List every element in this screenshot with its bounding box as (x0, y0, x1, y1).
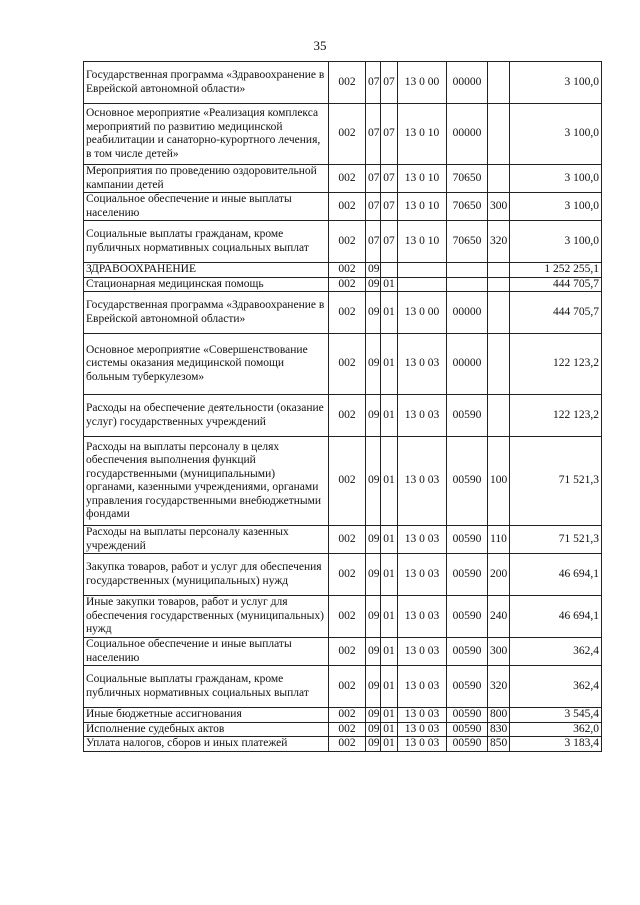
expense-type-cell: 110 (488, 526, 510, 554)
target-code-cell: 00590 (447, 526, 488, 554)
row-name-cell: Основное мероприятие «Совершенствование системы оказания медицинской помощи больным туберкулезом» (84, 334, 329, 395)
target-code-cell: 00590 (447, 737, 488, 752)
subsection-code-cell: 07 (381, 193, 398, 221)
target-article-cell: 13 0 03 (398, 708, 447, 723)
target-article-cell: 13 0 03 (398, 437, 447, 526)
target-code-cell (447, 263, 488, 278)
target-article-cell: 13 0 03 (398, 554, 447, 596)
expense-type-cell (488, 104, 510, 165)
ministry-code-cell: 002 (329, 708, 366, 723)
target-article-cell: 13 0 00 (398, 62, 447, 104)
expense-type-cell: 830 (488, 722, 510, 737)
ministry-code-cell: 002 (329, 165, 366, 193)
target-article-cell (398, 277, 447, 292)
ministry-code-cell: 002 (329, 193, 366, 221)
ministry-code-cell: 002 (329, 638, 366, 666)
subsection-code-cell: 01 (381, 526, 398, 554)
target-article-cell: 13 0 03 (398, 666, 447, 708)
ministry-code-cell: 002 (329, 62, 366, 104)
section-code-cell: 07 (366, 193, 381, 221)
row-name-cell: Иные закупки товаров, работ и услуг для обеспечения государственных (муниципальных) нужд (84, 596, 329, 638)
amount-cell: 3 100,0 (510, 221, 602, 263)
amount-cell: 122 123,2 (510, 395, 602, 437)
subsection-code-cell: 01 (381, 334, 398, 395)
row-name-cell: ЗДРАВООХРАНЕНИЕ (84, 263, 329, 278)
section-code-cell: 09 (366, 554, 381, 596)
row-name-cell: Мероприятия по проведению оздоровительной кампании детей (84, 165, 329, 193)
row-name-cell: Уплата налогов, сборов и иных платежей (84, 737, 329, 752)
target-code-cell: 70650 (447, 193, 488, 221)
target-code-cell: 00590 (447, 708, 488, 723)
target-code-cell: 00590 (447, 395, 488, 437)
ministry-code-cell: 002 (329, 437, 366, 526)
section-code-cell: 09 (366, 437, 381, 526)
expense-type-cell: 320 (488, 666, 510, 708)
table-row (84, 334, 602, 395)
target-article-cell: 13 0 10 (398, 165, 447, 193)
subsection-code-cell: 01 (381, 395, 398, 437)
table-row (84, 554, 602, 596)
subsection-code-cell: 01 (381, 437, 398, 526)
target-article-cell: 13 0 03 (398, 526, 447, 554)
section-code-cell: 09 (366, 737, 381, 752)
amount-cell: 362,4 (510, 638, 602, 666)
table-row (84, 737, 602, 752)
target-code-cell (447, 277, 488, 292)
target-article-cell: 13 0 00 (398, 292, 447, 334)
section-code-cell: 07 (366, 221, 381, 263)
section-code-cell: 09 (366, 596, 381, 638)
amount-cell: 3 100,0 (510, 165, 602, 193)
ministry-code-cell: 002 (329, 737, 366, 752)
expense-type-cell (488, 165, 510, 193)
ministry-code-cell: 002 (329, 292, 366, 334)
row-name-cell: Стационарная медицинская помощь (84, 277, 329, 292)
amount-cell: 71 521,3 (510, 437, 602, 526)
target-article-cell: 13 0 10 (398, 193, 447, 221)
table-row (84, 596, 602, 638)
table-row (84, 277, 602, 292)
expense-type-cell: 100 (488, 437, 510, 526)
expense-type-cell (488, 263, 510, 278)
target-code-cell: 00000 (447, 292, 488, 334)
row-name-cell: Социальное обеспечение и иные выплаты населению (84, 193, 329, 221)
row-name-cell: Социальные выплаты гражданам, кроме публичных нормативных социальных выплат (84, 666, 329, 708)
amount-cell: 3 545,4 (510, 708, 602, 723)
row-name-cell: Расходы на выплаты персоналу в целях обеспечения выполнения функций государственными (муниципальными) органами, казенными учреждениями, органами управления государственными внебюджетными фондами (84, 437, 329, 526)
target-code-cell: 00000 (447, 62, 488, 104)
table-row (84, 708, 602, 723)
table-row (84, 395, 602, 437)
expense-type-cell: 240 (488, 596, 510, 638)
section-code-cell: 09 (366, 526, 381, 554)
expense-type-cell: 200 (488, 554, 510, 596)
amount-cell: 71 521,3 (510, 526, 602, 554)
amount-cell: 3 183,4 (510, 737, 602, 752)
section-code-cell: 09 (366, 395, 381, 437)
subsection-code-cell: 07 (381, 221, 398, 263)
subsection-code-cell: 01 (381, 596, 398, 638)
target-code-cell: 00590 (447, 596, 488, 638)
ministry-code-cell: 002 (329, 277, 366, 292)
ministry-code-cell: 002 (329, 666, 366, 708)
subsection-code-cell: 01 (381, 737, 398, 752)
amount-cell: 3 100,0 (510, 193, 602, 221)
row-name-cell: Расходы на обеспечение деятельности (оказание услуг) государственных учреждений (84, 395, 329, 437)
target-code-cell: 00590 (447, 666, 488, 708)
amount-cell: 362,4 (510, 666, 602, 708)
amount-cell: 1 252 255,1 (510, 263, 602, 278)
ministry-code-cell: 002 (329, 526, 366, 554)
row-name-cell: Закупка товаров, работ и услуг для обеспечения государственных (муниципальных) нужд (84, 554, 329, 596)
table-row (84, 292, 602, 334)
expense-type-cell: 320 (488, 221, 510, 263)
amount-cell: 3 100,0 (510, 104, 602, 165)
section-code-cell: 09 (366, 638, 381, 666)
section-code-cell: 09 (366, 666, 381, 708)
target-article-cell: 13 0 03 (398, 334, 447, 395)
subsection-code-cell: 07 (381, 165, 398, 193)
subsection-code-cell (381, 263, 398, 278)
amount-cell: 3 100,0 (510, 62, 602, 104)
amount-cell: 444 705,7 (510, 277, 602, 292)
expense-type-cell (488, 395, 510, 437)
table-row (84, 193, 602, 221)
subsection-code-cell: 01 (381, 554, 398, 596)
target-article-cell: 13 0 03 (398, 638, 447, 666)
target-article-cell: 13 0 03 (398, 395, 447, 437)
subsection-code-cell: 01 (381, 722, 398, 737)
subsection-code-cell: 01 (381, 277, 398, 292)
table-row (84, 526, 602, 554)
ministry-code-cell: 002 (329, 596, 366, 638)
section-code-cell: 09 (366, 708, 381, 723)
table-row (84, 62, 602, 104)
amount-cell: 46 694,1 (510, 554, 602, 596)
amount-cell: 444 705,7 (510, 292, 602, 334)
table-row (84, 165, 602, 193)
table-row (84, 666, 602, 708)
row-name-cell: Социальное обеспечение и иные выплаты населению (84, 638, 329, 666)
section-code-cell: 09 (366, 292, 381, 334)
expense-type-cell (488, 277, 510, 292)
table-row (84, 638, 602, 666)
table-row (84, 104, 602, 165)
target-code-cell: 70650 (447, 221, 488, 263)
row-name-cell: Исполнение судебных актов (84, 722, 329, 737)
ministry-code-cell: 002 (329, 395, 366, 437)
expense-type-cell: 850 (488, 737, 510, 752)
expense-type-cell (488, 334, 510, 395)
target-code-cell: 00590 (447, 554, 488, 596)
amount-cell: 362,0 (510, 722, 602, 737)
expense-type-cell (488, 292, 510, 334)
ministry-code-cell: 002 (329, 554, 366, 596)
section-code-cell: 07 (366, 165, 381, 193)
ministry-code-cell: 002 (329, 104, 366, 165)
subsection-code-cell: 01 (381, 708, 398, 723)
subsection-code-cell: 01 (381, 638, 398, 666)
row-name-cell: Государственная программа «Здравоохранение в Еврейской автономной области» (84, 292, 329, 334)
target-article-cell: 13 0 03 (398, 596, 447, 638)
table-row (84, 437, 602, 526)
row-name-cell: Основное мероприятие «Реализация комплекса мероприятий по развитию медицинской реабилитации и санаторно-курортного лечения, в том числе детей» (84, 104, 329, 165)
expense-type-cell: 800 (488, 708, 510, 723)
expense-type-cell (488, 62, 510, 104)
row-name-cell: Иные бюджетные ассигнования (84, 708, 329, 723)
subsection-code-cell: 01 (381, 292, 398, 334)
target-code-cell: 70650 (447, 165, 488, 193)
section-code-cell: 09 (366, 277, 381, 292)
expense-type-cell: 300 (488, 193, 510, 221)
target-article-cell (398, 263, 447, 278)
target-code-cell: 00000 (447, 104, 488, 165)
amount-cell: 46 694,1 (510, 596, 602, 638)
ministry-code-cell: 002 (329, 334, 366, 395)
page-number: 35 (313, 38, 327, 53)
section-code-cell: 09 (366, 334, 381, 395)
target-code-cell: 00590 (447, 722, 488, 737)
expense-type-cell: 300 (488, 638, 510, 666)
table-row (84, 221, 602, 263)
row-name-cell: Государственная программа «Здравоохранение в Еврейской автономной области» (84, 62, 329, 104)
row-name-cell: Расходы на выплаты персоналу казенных учреждений (84, 526, 329, 554)
amount-cell: 122 123,2 (510, 334, 602, 395)
ministry-code-cell: 002 (329, 221, 366, 263)
subsection-code-cell: 07 (381, 104, 398, 165)
section-code-cell: 07 (366, 104, 381, 165)
budget-table (83, 61, 602, 752)
section-code-cell: 09 (366, 263, 381, 278)
target-code-cell: 00590 (447, 638, 488, 666)
subsection-code-cell: 01 (381, 666, 398, 708)
section-code-cell: 07 (366, 62, 381, 104)
row-name-cell: Социальные выплаты гражданам, кроме публичных нормативных социальных выплат (84, 221, 329, 263)
target-code-cell: 00000 (447, 334, 488, 395)
target-article-cell: 13 0 10 (398, 104, 447, 165)
table-row (84, 263, 602, 278)
ministry-code-cell: 002 (329, 722, 366, 737)
budget-table-body (84, 62, 602, 752)
target-article-cell: 13 0 03 (398, 722, 447, 737)
ministry-code-cell: 002 (329, 263, 366, 278)
target-article-cell: 13 0 03 (398, 737, 447, 752)
target-code-cell: 00590 (447, 437, 488, 526)
target-article-cell: 13 0 10 (398, 221, 447, 263)
subsection-code-cell: 07 (381, 62, 398, 104)
section-code-cell: 09 (366, 722, 381, 737)
table-row (84, 722, 602, 737)
